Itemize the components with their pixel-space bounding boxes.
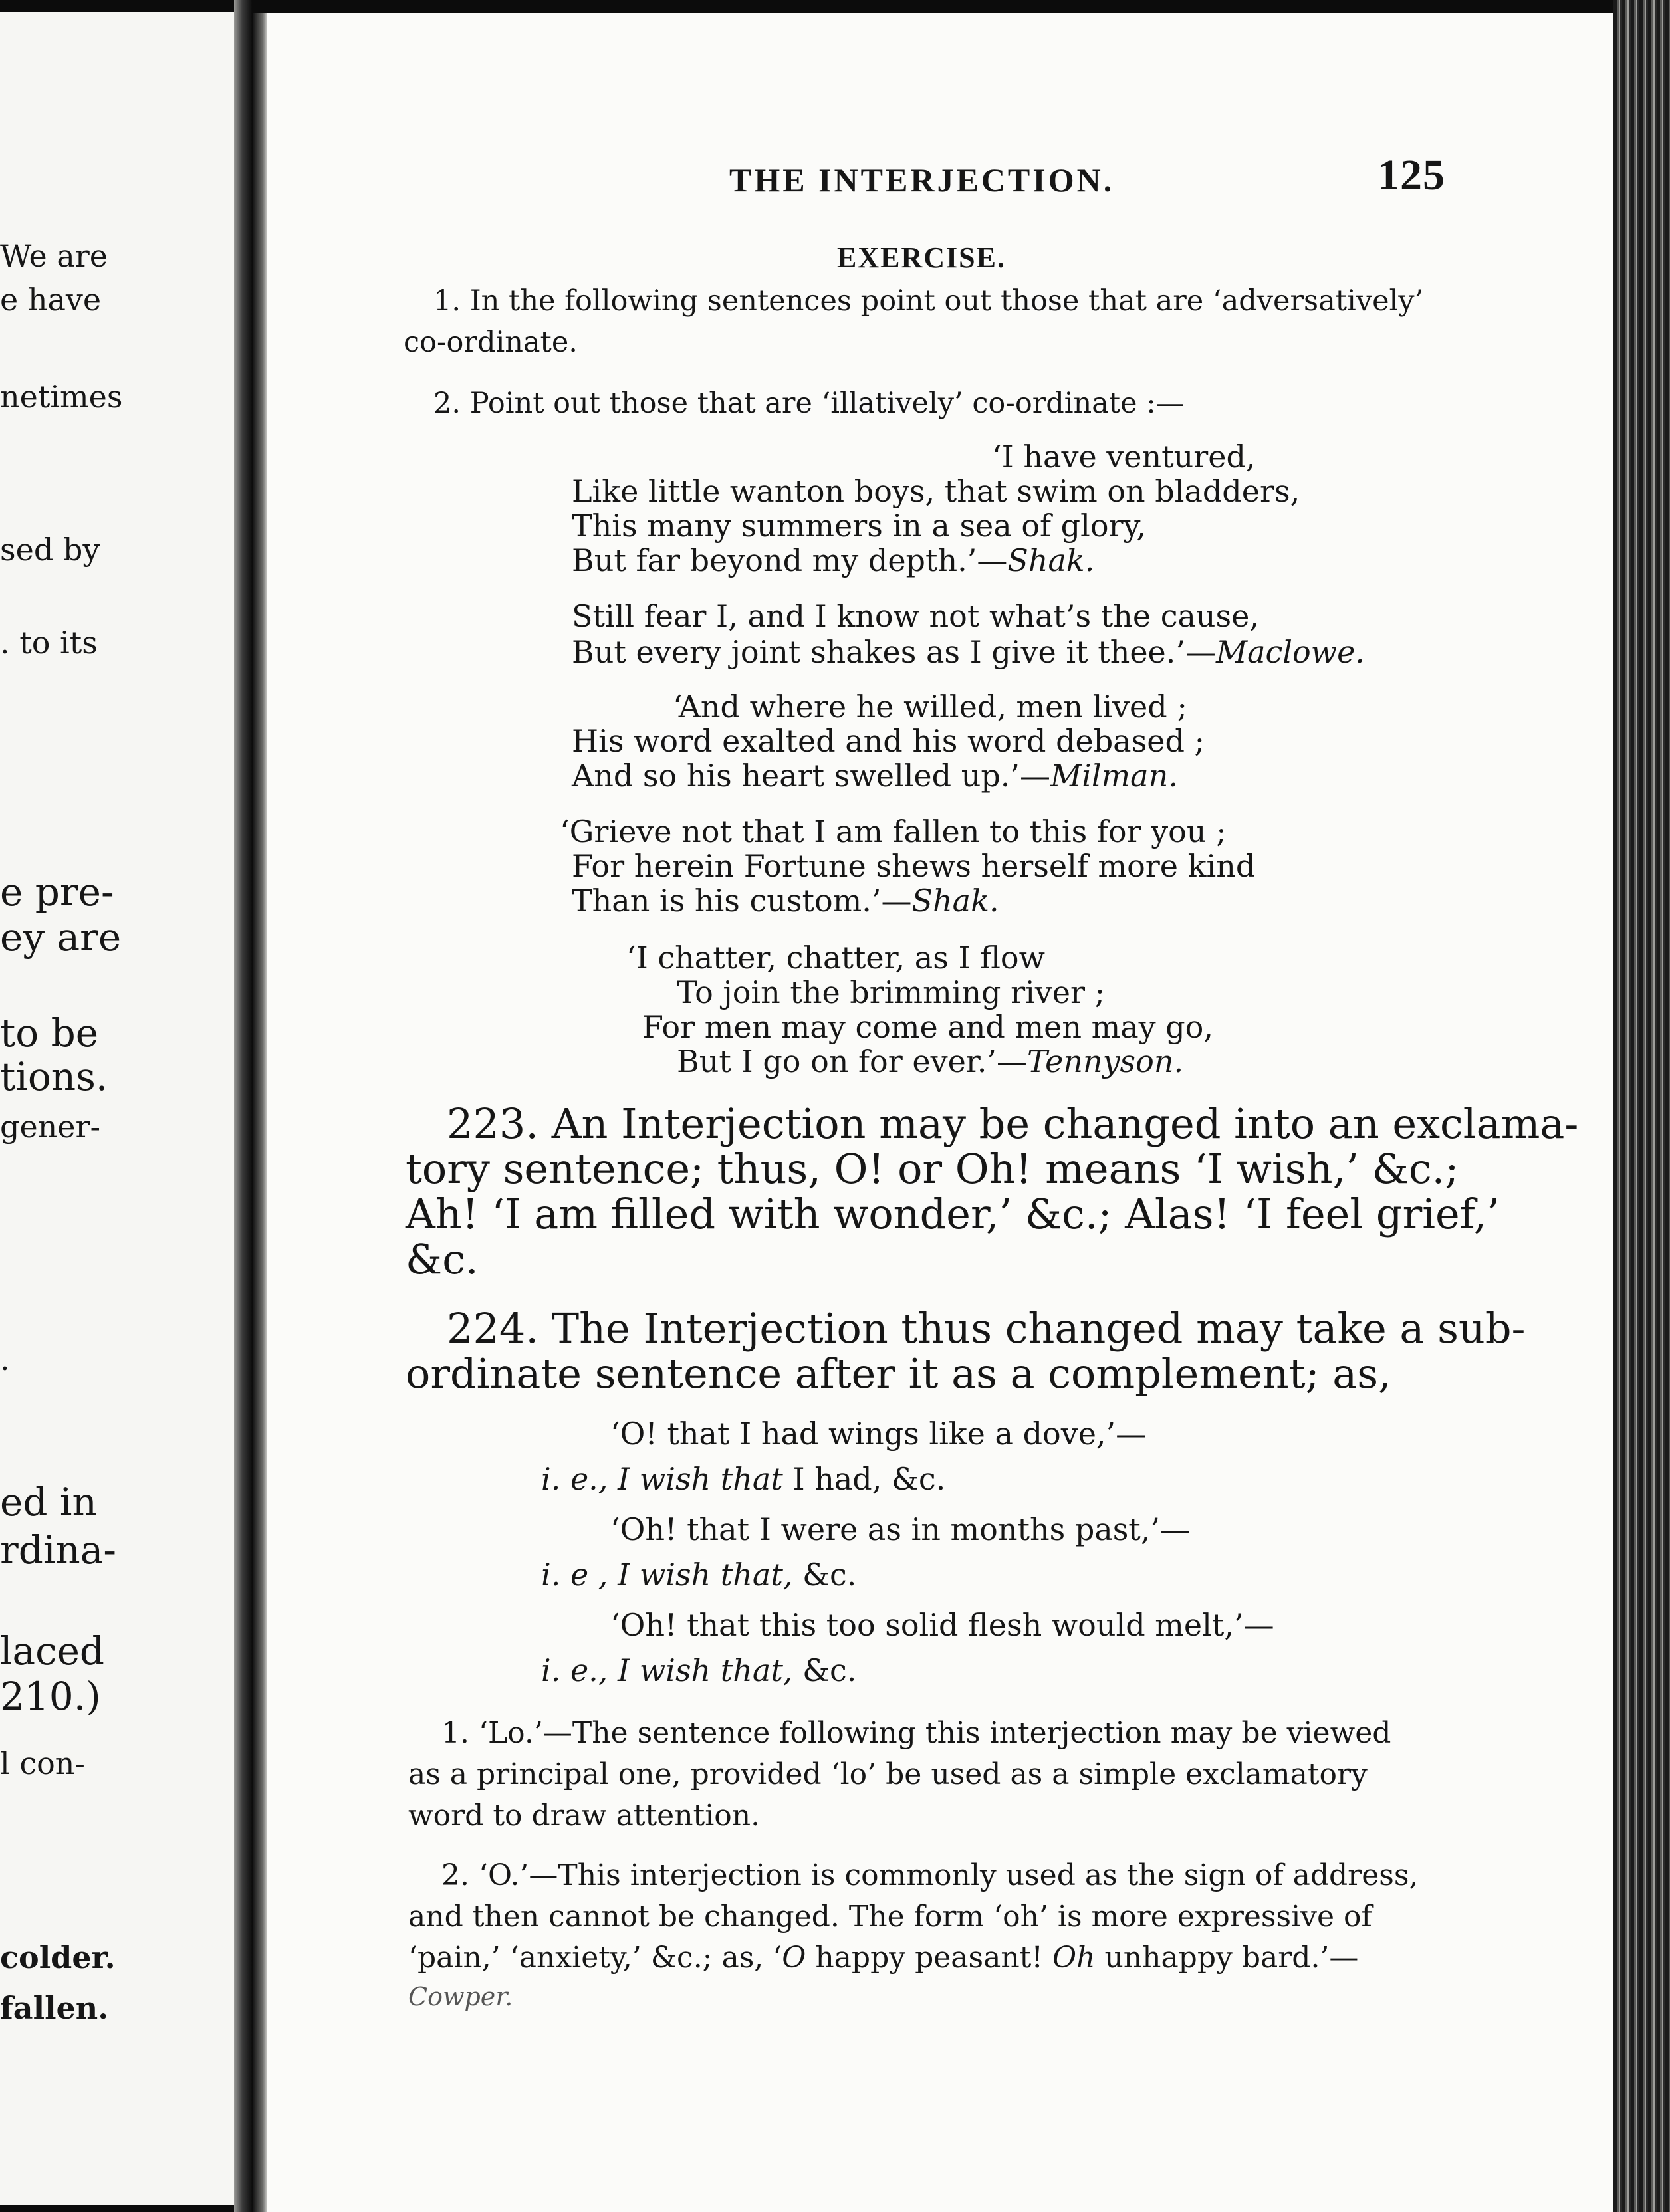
- verse-line: But I go on for ever.’—Tennyson.: [677, 1044, 1184, 1079]
- verse-line: ‘I have ventured,: [992, 439, 1256, 475]
- paragraph-223-line: 223. An Interjection may be changed into an exclama-: [447, 1099, 1579, 1148]
- exercise-question-1-cont: co-ordinate.: [404, 326, 578, 359]
- verse-line: Than is his custom.’—Shak.: [572, 883, 999, 919]
- left-page-fragment: ey are: [0, 915, 122, 960]
- left-page-fragment: colder.: [0, 1939, 116, 1975]
- page-number: 125: [1377, 151, 1445, 199]
- paragraph-224-line: ordinate sentence after it as a complement; as,: [406, 1349, 1391, 1398]
- left-page-fragment: .: [0, 1341, 10, 1377]
- verse-line: For herein Fortune shews herself more kind: [572, 848, 1256, 884]
- note-o-line: 2. ‘O.’—This interjection is commonly used as the sign of address,: [441, 1858, 1419, 1892]
- left-page-fragment: netimes: [0, 379, 123, 415]
- example-quote: ‘Oh! that this too solid flesh would melt,’—: [610, 1607, 1274, 1643]
- note-lo-line: 1. ‘Lo.’—The sentence following this interjection may be viewed: [441, 1716, 1391, 1750]
- current-page: [267, 13, 1613, 2212]
- left-page-fragment: l con-: [0, 1745, 85, 1781]
- verse-author: Milman.: [1050, 758, 1178, 794]
- left-page-fragment: e have: [0, 282, 102, 318]
- verse-line: Like little wanton boys, that swim on bladders,: [572, 473, 1300, 509]
- left-page-fragment: We are: [0, 238, 108, 274]
- example-gloss: i. e., I wish that I had, &c.: [541, 1461, 946, 1497]
- paragraph-223-line: tory sentence; thus, O! or Oh! means ‘I wish,’ &c.;: [406, 1145, 1459, 1193]
- left-page-fragment: gener-: [0, 1109, 101, 1145]
- left-page-fragment: . to its: [0, 625, 98, 661]
- verse-author: Shak.: [1007, 542, 1095, 578]
- verse-author: Shak.: [911, 883, 999, 919]
- note-lo-line: as a principal one, provided ‘lo’ be used as a simple exclamatory: [408, 1757, 1368, 1791]
- verse-line: And so his heart swelled up.’—Milman.: [572, 758, 1178, 794]
- page-stack-edge: [1613, 0, 1670, 2212]
- verse-line: Still fear I, and I know not what’s the cause,: [572, 598, 1259, 634]
- left-page-fragment: ed in: [0, 1480, 97, 1525]
- verse-line: To join the brimming river ;: [677, 974, 1106, 1010]
- paragraph-223-line: &c.: [406, 1235, 479, 1283]
- verse-line: His word exalted and his word debased ;: [572, 723, 1205, 759]
- running-title: THE INTERJECTION.: [729, 162, 1115, 199]
- exercise-question-1: 1. In the following sentences point out those that are ‘adversatively’: [433, 284, 1424, 318]
- example-gloss: i. e , I wish that, &c.: [541, 1557, 857, 1593]
- left-page-fragment: fallen.: [0, 1990, 109, 2026]
- left-page-fragment: laced: [0, 1628, 105, 1674]
- paragraph-224-line: 224. The Interjection thus changed may take a sub-: [447, 1304, 1526, 1353]
- verse-author: Tennyson.: [1026, 1044, 1184, 1079]
- left-page-fragment: 210.): [0, 1674, 101, 1719]
- verse-line: ‘I chatter, chatter, as I flow: [626, 940, 1045, 976]
- verse-author: Maclowe.: [1216, 634, 1365, 670]
- verse-line: ‘Grieve not that I am fallen to this for you ;: [560, 814, 1227, 849]
- example-gloss: i. e., I wish that, &c.: [541, 1652, 857, 1688]
- left-page-fragment: e pre-: [0, 869, 114, 915]
- paragraph-223-line: Ah! ‘I am filled with wonder,’ &c.; Alas! ‘I feel grief,’: [406, 1190, 1500, 1238]
- verse-line: For men may come and men may go,: [642, 1009, 1213, 1045]
- note-o-line: ‘pain,’ ‘anxiety,’ &c.; as, ‘O happy peasant! Oh unhappy bard.’—: [408, 1941, 1359, 1975]
- left-page-fragment: tions.: [0, 1054, 108, 1099]
- verse-line: But every joint shakes as I give it thee.’—Maclowe.: [572, 634, 1365, 670]
- book-gutter-shadow: [234, 0, 253, 2212]
- left-page-fragment: sed by: [0, 532, 100, 568]
- previous-page: [0, 12, 234, 2205]
- verse-line: ‘And where he willed, men lived ;: [673, 689, 1187, 724]
- left-page-fragment: to be: [0, 1010, 99, 1055]
- example-quote: ‘O! that I had wings like a dove,’—: [610, 1416, 1147, 1452]
- left-page-fragment: rdina-: [0, 1527, 116, 1573]
- example-quote: ‘Oh! that I were as in months past,’—: [610, 1511, 1191, 1547]
- note-author: Cowper.: [408, 1982, 513, 2011]
- note-o-line: and then cannot be changed. The form ‘oh’ is more expressive of: [408, 1900, 1372, 1934]
- note-lo-line: word to draw attention.: [408, 1799, 761, 1832]
- exercise-heading: EXERCISE.: [837, 241, 1006, 274]
- book-gutter-shadow: [253, 13, 267, 2212]
- verse-line: This many summers in a sea of glory,: [572, 508, 1147, 544]
- exercise-question-2: 2. Point out those that are ‘illatively’ co-ordinate :—: [433, 387, 1185, 420]
- verse-line: But far beyond my depth.’—Shak.: [572, 542, 1095, 578]
